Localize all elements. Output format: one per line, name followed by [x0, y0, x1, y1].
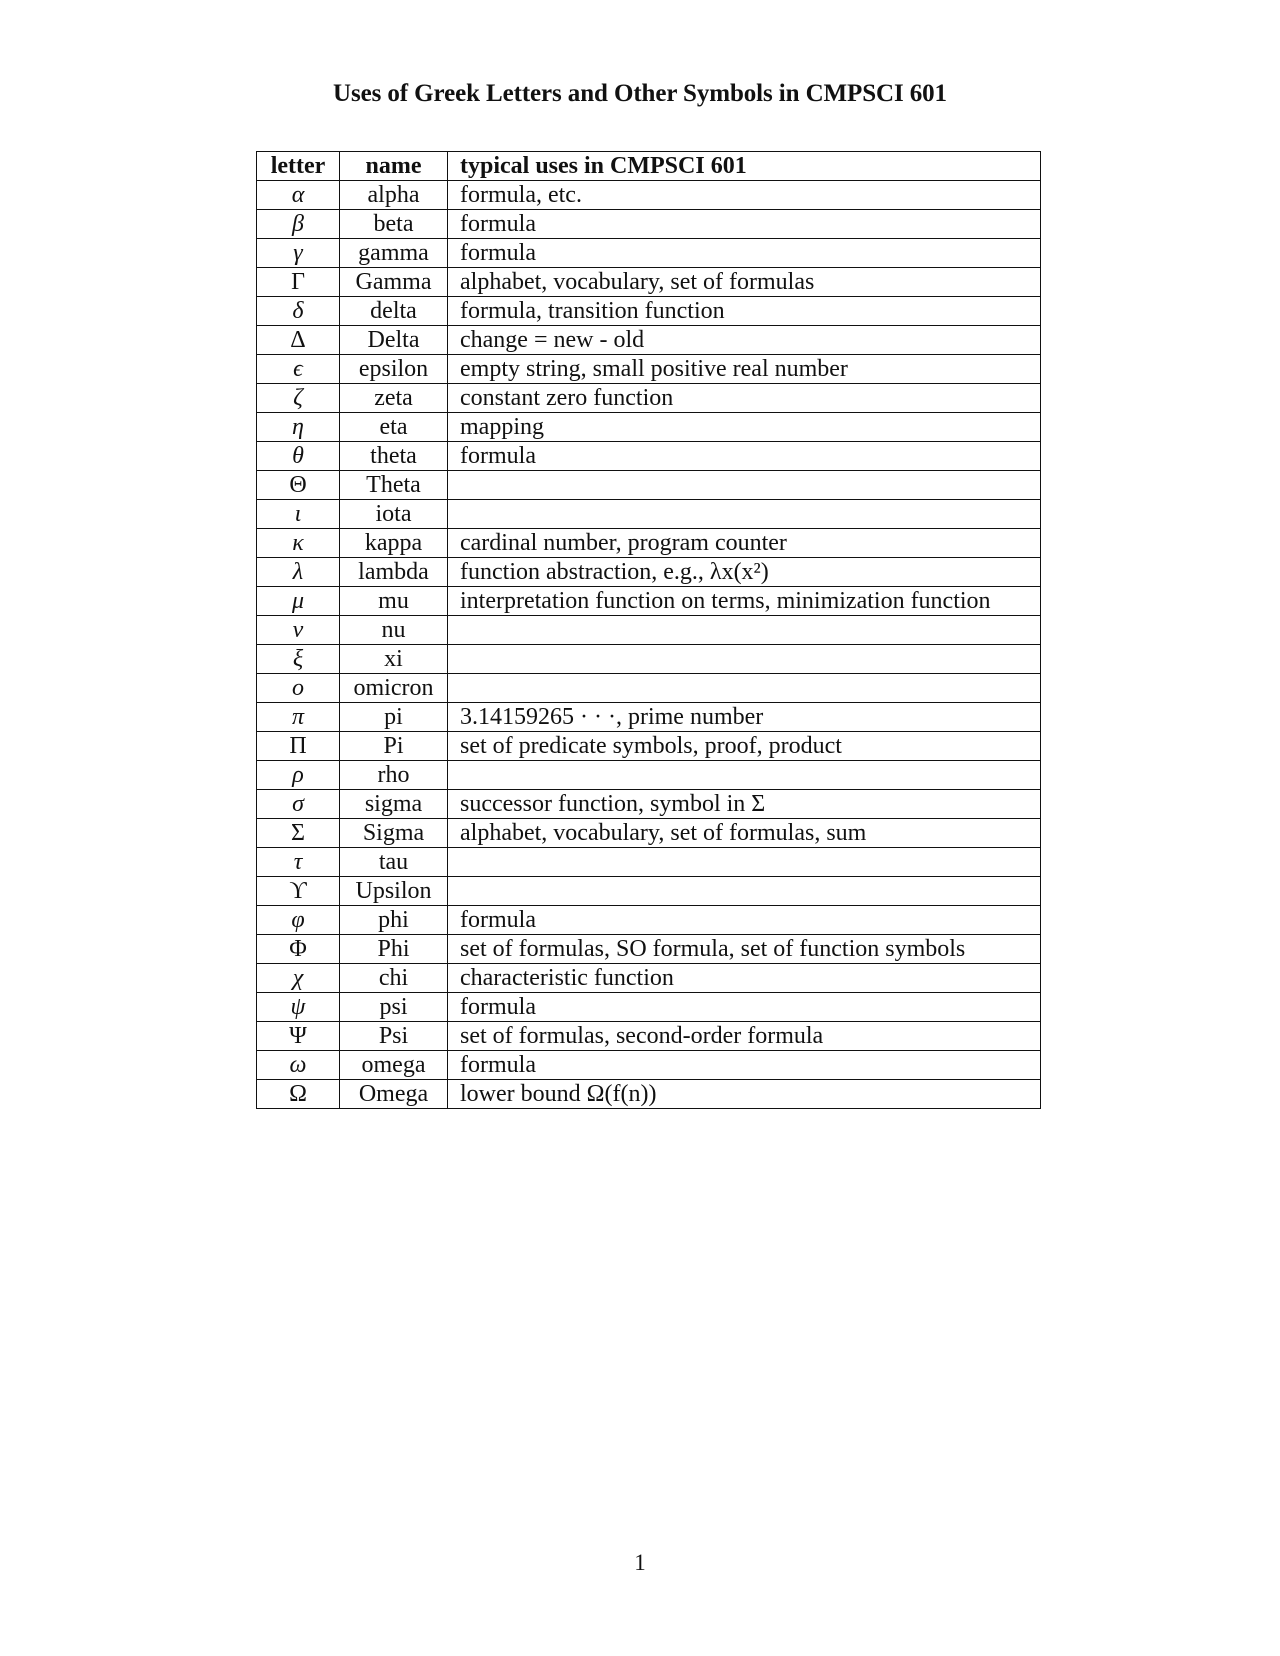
cell-letter: σ — [257, 790, 340, 819]
table-row — [257, 268, 1041, 297]
table-row — [257, 964, 1041, 993]
cell-uses: interpretation function on terms, minimization function — [448, 587, 1041, 616]
cell-name: epsilon — [340, 355, 448, 384]
table-row — [257, 848, 1041, 877]
table-header-row — [257, 152, 1041, 181]
cell-letter: ζ — [257, 384, 340, 413]
cell-name: pi — [340, 703, 448, 732]
table-row — [257, 413, 1041, 442]
cell-uses: formula — [448, 1051, 1041, 1080]
cell-name: chi — [340, 964, 448, 993]
cell-uses — [448, 616, 1041, 645]
cell-uses: formula, etc. — [448, 181, 1041, 210]
cell-letter: Θ — [257, 471, 340, 500]
cell-name: Gamma — [340, 268, 448, 297]
cell-name: beta — [340, 210, 448, 239]
cell-letter: β — [257, 210, 340, 239]
cell-letter: ϒ — [257, 877, 340, 906]
cell-uses — [448, 471, 1041, 500]
cell-name: sigma — [340, 790, 448, 819]
cell-uses: characteristic function — [448, 964, 1041, 993]
cell-uses: formula, transition function — [448, 297, 1041, 326]
cell-letter: φ — [257, 906, 340, 935]
cell-letter: χ — [257, 964, 340, 993]
table-row — [257, 587, 1041, 616]
cell-letter: Ω — [257, 1080, 340, 1109]
cell-uses: set of formulas, SO formula, set of function symbols — [448, 935, 1041, 964]
table-row — [257, 442, 1041, 471]
cell-uses: formula — [448, 993, 1041, 1022]
cell-uses: formula — [448, 239, 1041, 268]
cell-letter: ι — [257, 500, 340, 529]
cell-name: Theta — [340, 471, 448, 500]
cell-name: delta — [340, 297, 448, 326]
table-row — [257, 355, 1041, 384]
cell-letter: ω — [257, 1051, 340, 1080]
cell-uses: constant zero function — [448, 384, 1041, 413]
cell-letter: ψ — [257, 993, 340, 1022]
table-row — [257, 210, 1041, 239]
cell-letter: Φ — [257, 935, 340, 964]
table-row — [257, 558, 1041, 587]
cell-uses: successor function, symbol in Σ — [448, 790, 1041, 819]
table-row — [257, 993, 1041, 1022]
table-row — [257, 384, 1041, 413]
cell-name: lambda — [340, 558, 448, 587]
cell-uses — [448, 877, 1041, 906]
cell-letter: ν — [257, 616, 340, 645]
cell-uses — [448, 500, 1041, 529]
page-title: Uses of Greek Letters and Other Symbols in CMPSCI 601 — [333, 80, 947, 107]
table-row — [257, 471, 1041, 500]
table-row — [257, 790, 1041, 819]
cell-name: Omega — [340, 1080, 448, 1109]
header-name: name — [340, 152, 448, 181]
cell-uses: lower bound Ω(f(n)) — [448, 1080, 1041, 1109]
cell-name: nu — [340, 616, 448, 645]
table-row — [257, 1080, 1041, 1109]
cell-letter: θ — [257, 442, 340, 471]
table-row — [257, 500, 1041, 529]
table-row — [257, 674, 1041, 703]
cell-letter: Π — [257, 732, 340, 761]
table-row — [257, 326, 1041, 355]
cell-letter: δ — [257, 297, 340, 326]
cell-name: Psi — [340, 1022, 448, 1051]
cell-name: kappa — [340, 529, 448, 558]
cell-letter: γ — [257, 239, 340, 268]
cell-uses: alphabet, vocabulary, set of formulas — [448, 268, 1041, 297]
cell-letter: ϵ — [257, 355, 340, 384]
page-number: 1 — [634, 1550, 646, 1575]
cell-uses: alphabet, vocabulary, set of formulas, sum — [448, 819, 1041, 848]
table-row — [257, 703, 1041, 732]
cell-uses — [448, 645, 1041, 674]
cell-uses: set of predicate symbols, proof, product — [448, 732, 1041, 761]
header-uses: typical uses in CMPSCI 601 — [448, 152, 1041, 181]
cell-name: omicron — [340, 674, 448, 703]
cell-letter: o — [257, 674, 340, 703]
table-row — [257, 1022, 1041, 1051]
cell-letter: ρ — [257, 761, 340, 790]
cell-name: Upsilon — [340, 877, 448, 906]
cell-letter: Δ — [257, 326, 340, 355]
cell-letter: η — [257, 413, 340, 442]
cell-uses: mapping — [448, 413, 1041, 442]
cell-letter: τ — [257, 848, 340, 877]
cell-uses: change = new - old — [448, 326, 1041, 355]
greek-symbols-table — [256, 151, 1041, 1109]
table-body — [257, 181, 1041, 1109]
cell-letter: κ — [257, 529, 340, 558]
table-row — [257, 877, 1041, 906]
cell-letter: α — [257, 181, 340, 210]
table-row — [257, 819, 1041, 848]
cell-name: Phi — [340, 935, 448, 964]
table-row — [257, 1051, 1041, 1080]
table-row — [257, 181, 1041, 210]
cell-name: eta — [340, 413, 448, 442]
cell-uses: formula — [448, 906, 1041, 935]
cell-uses: set of formulas, second-order formula — [448, 1022, 1041, 1051]
cell-name: omega — [340, 1051, 448, 1080]
table-row — [257, 761, 1041, 790]
table-row — [257, 645, 1041, 674]
cell-uses — [448, 761, 1041, 790]
header-letter: letter — [257, 152, 340, 181]
table-row — [257, 906, 1041, 935]
cell-name: Pi — [340, 732, 448, 761]
cell-name: phi — [340, 906, 448, 935]
cell-uses: cardinal number, program counter — [448, 529, 1041, 558]
cell-uses: formula — [448, 442, 1041, 471]
cell-letter: Σ — [257, 819, 340, 848]
cell-uses: 3.14159265 · · ·, prime number — [448, 703, 1041, 732]
cell-name: alpha — [340, 181, 448, 210]
cell-name: psi — [340, 993, 448, 1022]
cell-name: zeta — [340, 384, 448, 413]
cell-name: Sigma — [340, 819, 448, 848]
cell-uses: formula — [448, 210, 1041, 239]
cell-name: theta — [340, 442, 448, 471]
cell-name: xi — [340, 645, 448, 674]
cell-name: tau — [340, 848, 448, 877]
table-row — [257, 935, 1041, 964]
table-row — [257, 616, 1041, 645]
cell-letter: π — [257, 703, 340, 732]
cell-uses: empty string, small positive real number — [448, 355, 1041, 384]
cell-uses: function abstraction, e.g., λx(x²) — [448, 558, 1041, 587]
cell-name: gamma — [340, 239, 448, 268]
table-row — [257, 239, 1041, 268]
table-row — [257, 529, 1041, 558]
cell-letter: ξ — [257, 645, 340, 674]
cell-letter: λ — [257, 558, 340, 587]
cell-letter: Γ — [257, 268, 340, 297]
cell-uses — [448, 674, 1041, 703]
cell-uses — [448, 848, 1041, 877]
cell-letter: Ψ — [257, 1022, 340, 1051]
cell-name: iota — [340, 500, 448, 529]
cell-name: Delta — [340, 326, 448, 355]
cell-name: mu — [340, 587, 448, 616]
cell-letter: μ — [257, 587, 340, 616]
cell-name: rho — [340, 761, 448, 790]
table-row — [257, 297, 1041, 326]
table-row — [257, 732, 1041, 761]
